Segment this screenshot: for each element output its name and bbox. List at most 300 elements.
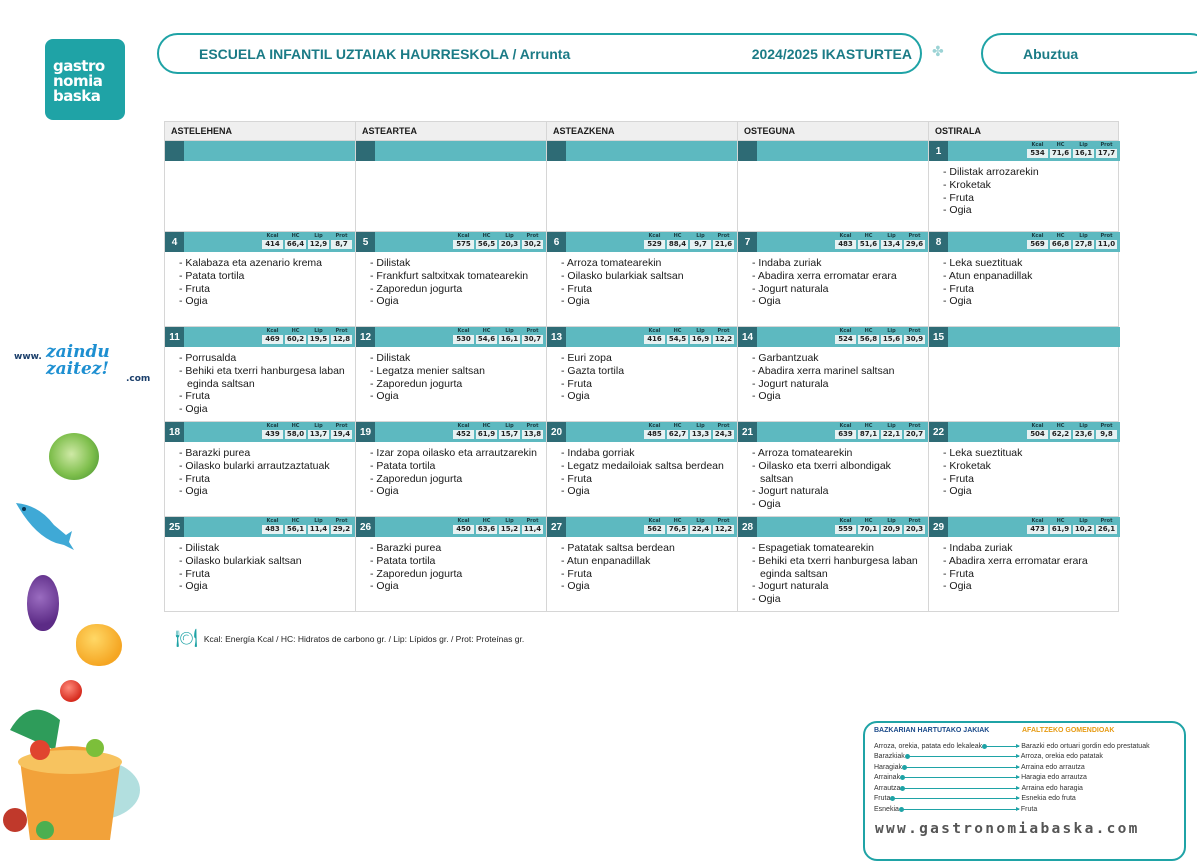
- nutrition-item: [476, 423, 497, 442]
- menu-item: - Ogia: [179, 403, 208, 416]
- advice-dinner-food: Fruta: [1020, 805, 1038, 813]
- menu-item-text: Barazki purea: [185, 447, 251, 459]
- nutrition-item: [1027, 518, 1048, 537]
- nutrition-value: 639: [835, 430, 856, 439]
- nutrition-label: Kcal: [1031, 233, 1044, 239]
- nutrition-label: Prot: [717, 518, 730, 524]
- nutrition-values: [1027, 232, 1120, 252]
- nutrition-value: 12,2: [714, 335, 733, 343]
- nutrition-value: 30,2: [523, 240, 542, 248]
- nutrition-item: [881, 518, 902, 537]
- zaindu-brand: [46, 344, 110, 378]
- nutrition-value: 13,8: [523, 430, 542, 438]
- menu-item: - Ogia: [179, 295, 208, 308]
- nutrition-label: Lip: [1079, 423, 1088, 429]
- menu-item-text: Izar zopa oilasko eta arrautzarekin: [376, 447, 537, 459]
- nutrition-value: 530: [453, 335, 474, 344]
- nutrition-value: 13,7: [309, 430, 328, 438]
- day-number: 18: [165, 422, 184, 442]
- nutrition-value: 15,6: [882, 335, 901, 343]
- day-cell: [738, 232, 929, 326]
- menu-item-text: Jogurt naturala: [758, 282, 829, 295]
- menu-item-text: Zaporedun jogurta: [376, 282, 463, 295]
- day-cell: [165, 141, 356, 231]
- nutrition-value: 569: [1027, 240, 1048, 249]
- nutrition-item: [690, 518, 711, 537]
- school-year: 2024/2025 IKASTURTEA: [751, 45, 912, 62]
- menu-item-text: Frankfurt saltxitxak tomatearekin: [376, 269, 529, 282]
- nutrition-value: 29,2: [332, 525, 351, 533]
- day-cell: [929, 232, 1120, 326]
- menu-item-text: Ogia: [185, 403, 208, 416]
- nutrition-label: HC: [482, 328, 491, 334]
- menu-item-text: Jogurt naturala: [758, 485, 829, 498]
- menu-list: [165, 252, 355, 326]
- nutrition-item: [858, 233, 879, 252]
- nutrition-value: 15,7: [500, 430, 519, 438]
- menu-item-text: Fruta: [567, 472, 592, 485]
- nutrition-value: 9,8: [1096, 430, 1117, 439]
- menu-item-text: Leka sueztituak: [949, 257, 1023, 269]
- nutrition-value: 414: [262, 240, 283, 249]
- nutrition-item: [1027, 142, 1048, 161]
- menu-item-text: Dilistak: [185, 542, 220, 554]
- nutrition-label: Kcal: [457, 233, 470, 239]
- nutrition-label: Kcal: [266, 518, 279, 524]
- menu-item: - Euri zopa: [561, 352, 612, 364]
- nutrition-item: [835, 233, 856, 252]
- advice-rows: [874, 741, 1176, 815]
- weekday-header: [165, 122, 1118, 140]
- menu-item: - Dilistak: [370, 352, 411, 364]
- menu-list: [547, 252, 737, 326]
- day-cell: [547, 517, 738, 611]
- menu-item-text: Oilasko eta txerri albondigak saltsan: [758, 459, 891, 485]
- advice-dinner-food: Esnekia edo fruta: [1021, 795, 1076, 803]
- menu-item-text: Barazki purea: [376, 542, 442, 554]
- day-cell: [929, 141, 1120, 231]
- nutrition-item: [858, 328, 879, 347]
- nutrition-value: 416: [644, 335, 665, 344]
- day-bar: [738, 232, 928, 252]
- month-badge: [981, 33, 1197, 74]
- arrow-connector: [901, 809, 1019, 810]
- nutrition-values: [1027, 422, 1120, 442]
- day-bar: [738, 422, 928, 442]
- nutrition-label: Prot: [335, 328, 348, 334]
- menu-item-text: Jogurt naturala: [758, 580, 829, 593]
- day-cell: [738, 422, 929, 516]
- menu-item: - Fruta: [179, 472, 210, 485]
- nutrition-label: Lip: [887, 328, 896, 334]
- nutrition-value: 17,7: [1097, 149, 1116, 157]
- nutrition-label: Kcal: [839, 518, 852, 524]
- menu-item-text: Fruta: [185, 282, 210, 295]
- nutrition-item: [667, 328, 688, 347]
- day-number: 29: [929, 517, 948, 537]
- nutrition-item: [690, 233, 711, 252]
- nutrition-item: [453, 328, 474, 347]
- menu-list: [929, 252, 1120, 326]
- nutrition-value: 575: [453, 240, 474, 249]
- nutrition-item: [713, 423, 734, 442]
- menu-item: - Behiki eta txerri hanburgesa laban eginda saltsan: [752, 554, 918, 580]
- day-bar: [547, 141, 737, 161]
- menu-item: - Dilistak: [370, 257, 411, 269]
- nutrition-item: [476, 233, 497, 252]
- nutrition-legend: [175, 628, 524, 649]
- nutrition-item: [331, 233, 352, 252]
- menu-item: - Indaba zuriak: [752, 257, 822, 269]
- day-bar: [929, 327, 1120, 347]
- nutrition-item: [904, 233, 925, 252]
- menu-item-text: Ogia: [949, 204, 972, 217]
- menu-list: [738, 161, 928, 231]
- nutrition-label: Kcal: [1031, 142, 1044, 148]
- nutrition-label: Lip: [505, 518, 514, 524]
- advice-dinner-food: Arraina edo haragia: [1021, 784, 1083, 792]
- day-number: 19: [356, 422, 375, 442]
- menu-item-text: Ogia: [376, 295, 399, 308]
- nutrition-label: HC: [673, 423, 682, 429]
- nutrition-label: Lip: [505, 328, 514, 334]
- day-bar: [738, 141, 928, 161]
- day-bar: [547, 517, 737, 537]
- menu-item-text: Atun enpanadillak: [948, 269, 1033, 282]
- nutrition-label: Lip: [1079, 518, 1088, 524]
- menu-item-text: Dilistak: [376, 352, 411, 364]
- menu-list: [356, 442, 546, 516]
- advice-row: [874, 741, 1176, 752]
- nutrition-value: 61,9: [1051, 525, 1070, 533]
- menu-item-text: Kroketak: [949, 178, 991, 191]
- menu-item: - Zaporedun jogurta: [370, 282, 463, 295]
- menu-item-text: Fruta: [185, 390, 210, 403]
- menu-item: - Jogurt naturala: [752, 580, 829, 593]
- nutrition-label: Prot: [526, 233, 539, 239]
- weekday-label: ASTEARTEA: [356, 122, 547, 140]
- nutrition-values: [835, 232, 928, 252]
- nutrition-label: Lip: [314, 423, 323, 429]
- menu-item: - Dilistak arrozarekin: [943, 166, 1039, 178]
- nutrition-item: [499, 518, 520, 537]
- nutrition-value: 51,6: [859, 240, 878, 248]
- menu-list: [356, 252, 546, 326]
- nutrition-values: [1027, 141, 1120, 161]
- menu-item: - Patata tortila: [179, 269, 245, 282]
- day-cell: [356, 327, 547, 421]
- nutrition-item: [308, 233, 329, 252]
- menu-item: - Kroketak: [943, 178, 991, 191]
- menu-item-text: Kroketak: [949, 459, 991, 472]
- nutrition-label: Kcal: [648, 423, 661, 429]
- menu-item: - Ogia: [943, 485, 972, 498]
- nutrition-label: Prot: [908, 233, 921, 239]
- menu-list: [738, 442, 928, 516]
- logo-line: nomia: [53, 72, 103, 90]
- menu-item: - Patata tortila: [370, 554, 436, 567]
- nutrition-value: 62,7: [668, 430, 687, 438]
- nutrition-label: HC: [673, 518, 682, 524]
- nutrition-label: HC: [864, 423, 873, 429]
- day-cell: [738, 517, 929, 611]
- menu-item-text: Indaba zuriak: [758, 257, 822, 269]
- menu-item-text: Abadira xerra marinel saltsan: [757, 364, 895, 377]
- menu-item-text: Leka sueztituak: [949, 447, 1023, 459]
- menu-list: [929, 161, 1120, 231]
- nutrition-value: 12,8: [332, 335, 351, 343]
- menu-item-text: Zaporedun jogurta: [376, 377, 463, 390]
- nutrition-item: [644, 328, 665, 347]
- nutrition-item: [1027, 423, 1048, 442]
- menu-list: [165, 347, 355, 421]
- nutrition-label: HC: [482, 233, 491, 239]
- day-number: 21: [738, 422, 757, 442]
- nutrition-values: [644, 232, 737, 252]
- nutrition-item: [1073, 423, 1094, 442]
- menu-item: - Barazki purea: [370, 542, 442, 554]
- advice-row: [874, 794, 1176, 805]
- nutrition-label: HC: [291, 328, 300, 334]
- nutrition-label: HC: [291, 233, 300, 239]
- menu-list: [547, 161, 737, 231]
- nutrition-value: 559: [835, 525, 856, 534]
- menu-item: - Patata tortila: [370, 459, 436, 472]
- pepper-icon: [76, 624, 122, 666]
- menu-item: - Leka sueztituak: [943, 447, 1023, 459]
- menu-item-text: Ogia: [949, 295, 972, 308]
- nutrition-value: 66,8: [1051, 240, 1070, 248]
- menu-item-text: Ogia: [758, 498, 781, 511]
- menu-item-text: Fruta: [567, 377, 592, 390]
- day-number: [738, 141, 757, 161]
- day-bar: [738, 517, 928, 537]
- nutrition-label: Kcal: [839, 233, 852, 239]
- day-number: 20: [547, 422, 566, 442]
- nutrition-value: 13,3: [691, 430, 710, 438]
- nutrition-values: [835, 517, 928, 537]
- nutrition-label: Prot: [908, 518, 921, 524]
- menu-item: - Izar zopa oilasko eta arrautzarekin: [370, 447, 537, 459]
- nutrition-label: Prot: [1100, 518, 1113, 524]
- nutrition-label: Kcal: [648, 328, 661, 334]
- nutrition-label: Prot: [908, 328, 921, 334]
- nutrition-value: 16,1: [1074, 149, 1093, 157]
- menu-item-text: Fruta: [185, 567, 210, 580]
- day-number: 8: [929, 232, 948, 252]
- menu-item: - Arroza tomatearekin: [752, 447, 853, 459]
- menu-item-text: Garbantzuak: [758, 352, 819, 364]
- advice-row: [874, 804, 1176, 815]
- menu-item: - Ogia: [179, 485, 208, 498]
- menu-calendar: [164, 121, 1119, 612]
- nutrition-label: Lip: [887, 518, 896, 524]
- menu-item: - Gazta tortila: [561, 364, 625, 377]
- day-number: [356, 141, 375, 161]
- nutrition-item: [262, 423, 283, 442]
- nutrition-item: [667, 233, 688, 252]
- nutrition-label: Lip: [505, 233, 514, 239]
- nutrition-label: HC: [291, 518, 300, 524]
- menu-item: - Leka sueztituak: [943, 257, 1023, 269]
- menu-item-text: Gazta tortila: [567, 364, 625, 377]
- nutrition-values: [453, 232, 546, 252]
- day-number: 6: [547, 232, 566, 252]
- day-number: 14: [738, 327, 757, 347]
- nutrition-value: 524: [835, 335, 856, 344]
- cooking-pot-illustration: [0, 690, 150, 846]
- zaindu-www: www.: [14, 352, 42, 362]
- nutrition-item: [285, 423, 306, 442]
- day-cell: [356, 422, 547, 516]
- menu-item-text: Oilasko bularkiak saltsan: [185, 554, 302, 567]
- menu-item: - Dilistak: [179, 542, 220, 554]
- nutrition-value: 11,4: [309, 525, 328, 533]
- nutrition-value: 13,4: [882, 240, 901, 248]
- nutrition-value: 66,4: [286, 240, 305, 248]
- day-number: 27: [547, 517, 566, 537]
- menu-item: - Abadira xerra erromatar erara: [752, 269, 897, 282]
- menu-item-text: Dilistak: [376, 257, 411, 269]
- menu-list: [165, 442, 355, 516]
- nutrition-values: [262, 327, 355, 347]
- menu-item: - Jogurt naturala: [752, 282, 829, 295]
- zaindu-brand-2: zaitez!: [46, 359, 109, 379]
- nutrition-label: Kcal: [457, 328, 470, 334]
- nutrition-value: 469: [262, 335, 283, 344]
- day-number: 7: [738, 232, 757, 252]
- menu-item-text: Patata tortila: [376, 554, 436, 567]
- nutrition-label: Kcal: [1031, 518, 1044, 524]
- advice-row: [874, 773, 1176, 784]
- nutrition-value: 30,9: [905, 335, 924, 343]
- nutrition-value: 562: [644, 525, 665, 534]
- menu-item-text: Arroza tomatearekin: [566, 257, 662, 269]
- menu-item: - Ogia: [370, 295, 399, 308]
- menu-item: - Legatz medailoiak saltsa berdean: [561, 459, 724, 472]
- day-cell: [929, 422, 1120, 516]
- nutrition-item: [690, 328, 711, 347]
- advice-row: [874, 762, 1176, 773]
- nutrition-item: [285, 233, 306, 252]
- day-bar: [356, 327, 546, 347]
- nutrition-item: [1050, 518, 1071, 537]
- menu-item: - Jogurt naturala: [752, 377, 829, 390]
- day-bar: [356, 517, 546, 537]
- nutrition-value: 483: [262, 525, 283, 534]
- nutrition-label: Lip: [887, 423, 896, 429]
- fish-icon: [14, 495, 74, 550]
- advice-right-title: AFALTZEKO GOMENDIOAK: [1022, 727, 1115, 734]
- nutrition-value: 11,0: [1097, 240, 1116, 248]
- nutrition-value: 19,5: [309, 335, 328, 343]
- menu-item: - Fruta: [943, 567, 974, 580]
- day-number: 28: [738, 517, 757, 537]
- menu-item: - Ogia: [561, 485, 590, 498]
- advice-row: [874, 783, 1176, 794]
- menu-item-text: Patatak saltsa berdean: [567, 542, 675, 554]
- header-title-bar: [157, 33, 922, 74]
- nutrition-item: [835, 518, 856, 537]
- nutrition-item: [1096, 142, 1117, 161]
- weekday-label: OSTIRALA: [935, 126, 981, 136]
- nutrition-label: Kcal: [648, 233, 661, 239]
- day-cell: [165, 327, 356, 421]
- cutlery-icon: 🍽︎: [175, 628, 198, 648]
- menu-item: - Oilasko bularkiak saltsan: [561, 269, 684, 282]
- nutrition-item: [1096, 423, 1117, 442]
- weekday-label: ASTEAZKENA: [547, 122, 738, 140]
- menu-item-text: Oilasko bularkiak saltsan: [567, 269, 684, 282]
- menu-item: - Zaporedun jogurta: [370, 567, 463, 580]
- nutrition-label: Kcal: [648, 518, 661, 524]
- menu-item: - Fruta: [943, 191, 974, 204]
- menu-item-text: Atun enpanadillak: [566, 554, 651, 567]
- nutrition-value: 10,2: [1074, 525, 1093, 533]
- nutrition-value: 9,7: [690, 240, 711, 249]
- website-url[interactable]: www.gastronomiabaska.com: [875, 821, 1140, 837]
- nutrition-label: HC: [1056, 142, 1065, 148]
- day-bar: [356, 141, 546, 161]
- nutrition-values: [453, 422, 546, 442]
- nutrition-label: Prot: [1100, 142, 1113, 148]
- nutrition-item: [690, 423, 711, 442]
- day-bar: [165, 422, 355, 442]
- menu-item: - Fruta: [561, 567, 592, 580]
- nutrition-item: [285, 518, 306, 537]
- day-bar: [929, 232, 1120, 252]
- school-name: ESCUELA INFANTIL UZTAIAK HAURRESKOLA / Arrunta: [199, 45, 571, 62]
- nutrition-item: [453, 423, 474, 442]
- menu-item-text: Ogia: [376, 390, 399, 403]
- nutrition-item: [522, 423, 543, 442]
- nutrition-value: 11,4: [523, 525, 542, 533]
- menu-item: - Ogia: [561, 295, 590, 308]
- nutrition-value: 56,5: [477, 240, 496, 248]
- menu-item: - Zaporedun jogurta: [370, 377, 463, 390]
- nutrition-value: 534: [1027, 149, 1048, 158]
- menu-item: - Oilasko bularki arrautzaztatuak: [179, 459, 330, 472]
- nutrition-label: Lip: [1079, 142, 1088, 148]
- nutrition-label: Prot: [717, 328, 730, 334]
- menu-item-text: Fruta: [949, 282, 974, 295]
- nutrition-item: [667, 518, 688, 537]
- day-cell: [356, 141, 547, 231]
- advice-dinner-food: Arroza, orekia edo patatak: [1020, 753, 1103, 761]
- nutrition-value: 88,4: [668, 240, 687, 248]
- nutrition-value: 22,4: [691, 525, 710, 533]
- day-bar: [165, 141, 355, 161]
- nutrition-value: 450: [453, 525, 474, 534]
- nutrition-item: [1050, 423, 1071, 442]
- menu-item-text: Fruta: [567, 282, 592, 295]
- menu-item: - Atun enpanadillak: [561, 554, 651, 567]
- nutrition-values: [262, 517, 355, 537]
- nutrition-values: [644, 517, 737, 537]
- menu-item-text: Ogia: [758, 593, 781, 606]
- nutrition-label: HC: [864, 518, 873, 524]
- nutrition-item: [262, 518, 283, 537]
- nutrition-item: [285, 328, 306, 347]
- nutrition-value: 63,6: [477, 525, 496, 533]
- nutrition-label: Prot: [717, 233, 730, 239]
- nutrition-label: Prot: [1100, 233, 1113, 239]
- menu-item: - Indaba zuriak: [943, 542, 1013, 554]
- arrow-connector: [907, 756, 1019, 757]
- menu-item-text: Jogurt naturala: [758, 377, 829, 390]
- arrow-connector: [904, 767, 1019, 768]
- menu-list: [356, 347, 546, 421]
